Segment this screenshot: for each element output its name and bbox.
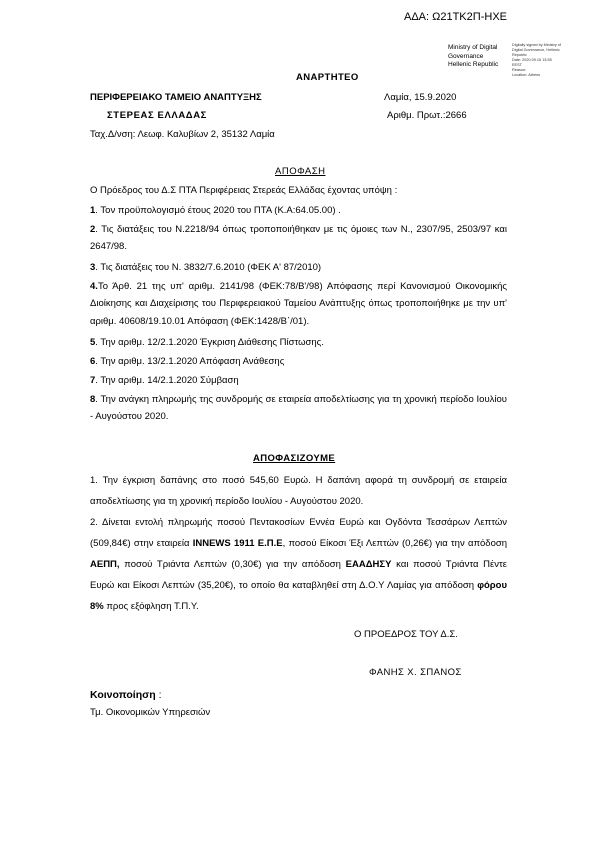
considered-item [90,278,507,330]
signature-line: Ministry of Digital [448,44,498,51]
tax-label: φόρου 8% [90,580,507,612]
item-number: 3 [90,262,96,273]
signature-detail: Digital Governance, Hellenic [512,48,560,52]
eaadisy-label: ΕΑΑΔΗΣΥ [345,559,392,570]
considered-item [90,202,341,219]
organization-name: ΠΕΡΙΦΕΡΕΙΑΚΟ ΤΑΜΕΙΟ ΑΝΑΠΤΥΞΗΣ [90,92,262,103]
decision-text: και ποσού Τριάντα Πέντε Ευρώ και Είκοσι Λεπτών (35,20€), το οποίο θα καταβληθεί στη Δ.Ο.Υ Λαμίας για απόδοση [90,559,507,591]
item-number: 4. [90,281,98,292]
item-text: . Την αριθμ. 12/2.1.2020 Έγκριση Διάθεσης Πίστωσης. [95,337,324,348]
notification-label: Κοινοποίηση [90,689,156,701]
item-text: . Τον προϋπολογισμό έτους 2020 του ΠΤΑ (Κ.Α:64.05.00) . [95,205,341,216]
item-text: . Τις διατάξεις του Ν.2218/94 όπως τροποποιήθηκαν με τις όμοιες των Ν., 2307/95, 2503/97 και 2647/98. [90,224,507,253]
item-number: 2 [90,224,96,235]
place-date: Λαμία, 15.9.2020 [384,92,457,103]
decision-text: προς εξόφληση Τ.Π.Υ. [103,601,199,612]
item-number: 6 [90,356,96,367]
decision-text: ποσού Τριάντα Λεπτών (0,30€) για την απόδοση [119,559,346,570]
decision-heading: ΑΠΟΦΑΣΙΖΟΥΜΕ [253,453,336,464]
notification-colon: : [158,689,162,701]
digital-signature-details [512,43,561,78]
item-number: 1 [90,205,96,216]
decision-paragraph-2 [90,512,507,617]
item-text: . Την αριθμ. 13/2.1.2020 Απόφαση Ανάθεσης [95,356,285,367]
item-text: Το Άρθ. 21 της υπ' αριθμ. 2141/98 (ΦΕΚ:78/Β'/98) Απόφασης περί Κανονισμού Οικονομικής Διοίκησης και Διαχείρισης του Περιφερειακού Ταμείου Ανάπτυξης όπως τροποποιήθηκε με την υπ' αριθμ. 40608/19.10.01 Απόφαση (ΦΕΚ:1428/Β΄/01). [90,281,507,327]
organization-region: ΣΤΕΡΕΑΣ ΕΛΛΑΔΑΣ [107,110,207,121]
digital-signature-issuer [448,44,498,70]
item-number: 8 [90,394,96,405]
protocol-number: Αριθμ. Πρωτ.:2666 [387,110,467,121]
signature-detail: Republic [512,53,527,57]
item-number: 7 [90,375,96,386]
considered-item [90,334,324,351]
signature-detail: Reason: [512,68,527,72]
item-text: . Την αριθμ. 14/2.1.2020 Σύμβαση [95,375,239,386]
document-title: ΑΠΟΦΑΣΗ [275,166,326,177]
organization-address: Ταχ.Δ/νση: Λεωφ. Καλυβίων 2, 35132 Λαμία [90,129,275,140]
considered-item [90,353,284,370]
notification-recipient: Τμ. Οικονομικών Υπηρεσιών [90,707,211,718]
signatory-role: Ο ΠΡΟΕΔΡΟΣ ΤΟΥ Δ.Σ. [354,629,458,640]
decision-paragraph-1: 1. Την έγκριση δαπάνης στο ποσό 545,60 Ευρώ. Η δαπάνη αφορά τη συνδρομή σε εταιρεία αποδελτίωσης για τη χρονική περίοδο Ιουλίου - Αυγούστου 2020. [90,475,507,507]
aepp-label: ΑΕΠΠ, [90,559,120,570]
item-text: . Την ανάγκη πληρωμής της συνδρομής σε εταιρεία αποδελτίωσης για τη χρονική περίοδο Ιουλίου - Αυγούστου 2020. [90,394,507,423]
signature-line: Governance [448,52,484,60]
signature-detail: EEST [512,63,522,67]
signature-detail: Digitally signed by Ministry of [512,43,561,47]
considered-item [90,221,507,256]
posting-label: ΑΝΑΡΤΗΤΕΟ [296,72,359,83]
signature-detail: Date: 2020.09.15 13:55 [512,58,552,62]
company-name: INNEWS 1911 Ε.Π.Ε [192,538,283,549]
item-number: 5 [90,337,96,348]
decision-text: , ποσού Είκοσι Έξι Λεπτών (0,26€) για την απόδοση [282,538,507,549]
item-text: . Τις διατάξεις του Ν. 3832/7.6.2010 (ΦΕΚ Α' 87/2010) [95,262,322,273]
notification-heading [90,689,162,701]
signature-line: Hellenic Republic [448,61,499,69]
signature-detail: Location: Athens [512,73,541,77]
considered-item [90,372,239,389]
intro-text: Ο Πρόεδρος του Δ.Σ ΠΤΑ Περιφέρειας Στερεάς Ελλάδας έχοντας υπόψη : [90,185,398,196]
decision-text: 2. Δίνεται εντολή πληρωμής ποσού Πεντακοσίων Εννέα Ευρώ και Ογδόντα Τεσσάρων Λεπτών (509,84€) στην εταιρεία [90,517,507,549]
considered-item [90,259,321,276]
considered-item [90,391,507,426]
ada-code: ΑΔΑ: Ω21ΤΚ2Π-ΗΧΕ [404,11,507,23]
signatory-name: ΦΑΝΗΣ Χ. ΣΠΑΝΟΣ [369,667,462,678]
